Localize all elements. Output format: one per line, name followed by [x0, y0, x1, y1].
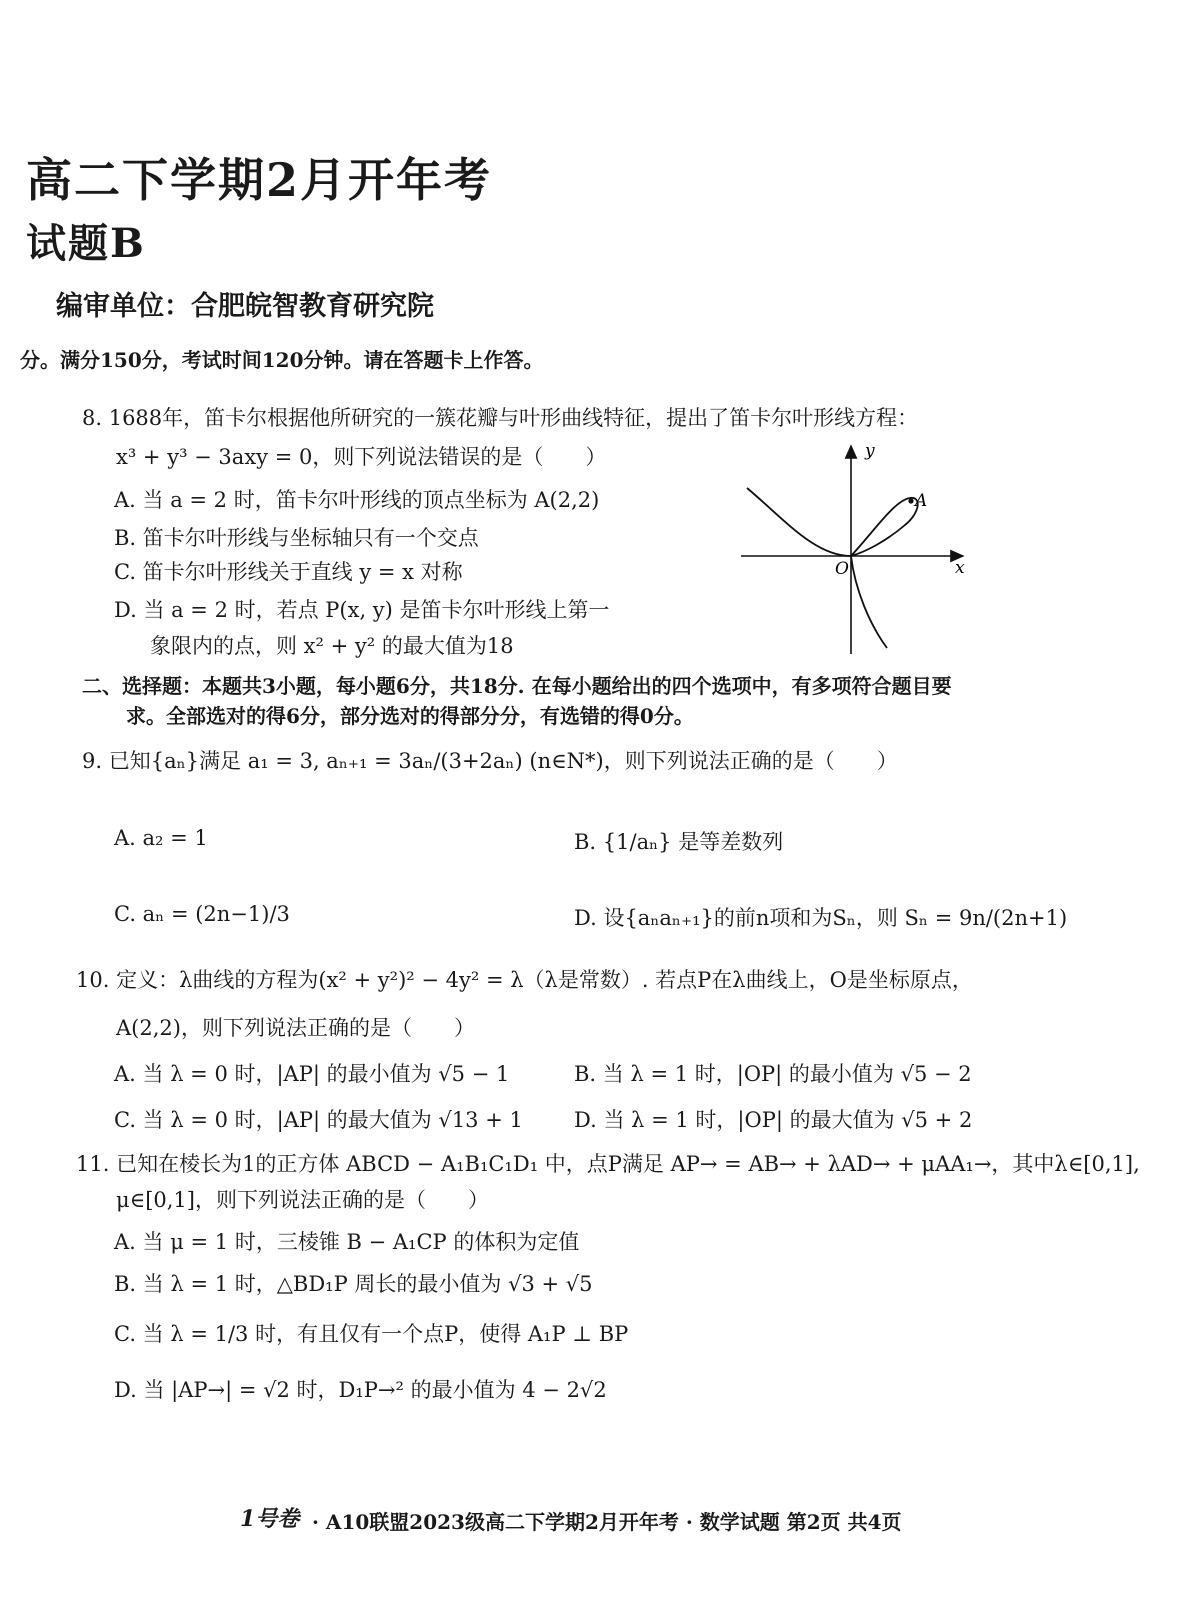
- q11-option-c: C. 当 λ = 1/3 时，有且仅有一个点P，使得 A₁P ⊥ BP: [114, 1322, 629, 1346]
- q11-stem-line1: 11. 已知在棱长为1的正方体 ABCD − A₁B₁C₁D₁ 中，点P满足 AP→ = AB→ + λAD→ + μAA₁→，其中λ∈[0,1],: [76, 1152, 1140, 1176]
- q9-option-a: A. a₂ = 1: [114, 826, 208, 850]
- folium-figure: [735, 440, 970, 658]
- q8-option-b: B. 笛卡尔叶形线与坐标轴只有一个交点: [114, 526, 479, 550]
- x-axis-label: x: [955, 558, 965, 578]
- q8-option-d-cont: 象限内的点，则 x² + y² 的最大值为18: [150, 634, 514, 658]
- editor-unit: 编审单位：合肥皖智教育研究院: [56, 291, 434, 322]
- folium-curve: [747, 488, 918, 648]
- q9-option-b: B. {1/aₙ} 是等差数列: [574, 830, 784, 854]
- page-title: 高二下学期2月开年考: [26, 153, 493, 207]
- q11-option-d: D. 当 |AP→| = √2 时，D₁P→² 的最小值为 4 − 2√2: [114, 1378, 607, 1402]
- footer-logo: 1号卷: [240, 1506, 300, 1532]
- q8-stem-line1: 8. 1688年，笛卡尔根据他所研究的一簇花瓣与叶形曲线特征，提出了笛卡尔叶形线方程：: [82, 406, 919, 430]
- q8-option-a: A. 当 a = 2 时，笛卡尔叶形线的顶点坐标为 A(2,2): [114, 488, 600, 512]
- point-a: [908, 498, 913, 503]
- q8-option-d: D. 当 a = 2 时，若点 P(x, y) 是笛卡尔叶形线上第一: [114, 598, 610, 622]
- q9-option-c: C. aₙ = (2n−1)/3: [114, 902, 290, 926]
- point-a-label: A: [915, 491, 928, 511]
- q10-option-b: B. 当 λ = 1 时，|OP| 的最小值为 √5 − 2: [574, 1062, 972, 1086]
- exam-note: 分。满分150分，考试时间120分钟。请在答题卡上作答。: [20, 348, 544, 372]
- q10-option-c: C. 当 λ = 0 时，|AP| 的最大值为 √13 + 1: [114, 1108, 523, 1132]
- q11-option-a: A. 当 μ = 1 时，三棱锥 B − A₁CP 的体积为定值: [114, 1230, 580, 1254]
- q10-stem-line1: 10. 定义：λ曲线的方程为(x² + y²)² − 4y² = λ（λ是常数）. 若点P在λ曲线上，O是坐标原点，: [76, 968, 973, 992]
- q8-option-c: C. 笛卡尔叶形线关于直线 y = x 对称: [114, 560, 463, 584]
- section2-line1: 二、选择题：本题共3小题，每小题6分，共18分. 在每小题给出的四个选项中，有多项符合题目要: [82, 674, 952, 698]
- q11-stem-line2: μ∈[0,1]，则下列说法正确的是（ ）: [116, 1188, 489, 1212]
- footer-text: · A10联盟2023级高二下学期2月开年考 · 数学试题 第2页 共4页: [312, 1510, 902, 1534]
- q10-option-d: D. 当 λ = 1 时，|OP| 的最大值为 √5 + 2: [574, 1108, 973, 1132]
- section2-line2: 求。全部选对的得6分，部分选对的得部分分，有选错的得0分。: [126, 704, 694, 728]
- page-subtitle: 试题B: [26, 220, 146, 267]
- y-axis-label: y: [865, 441, 875, 461]
- q9-stem: 9. 已知{aₙ}满足 a₁ = 3, aₙ₊₁ = 3aₙ/(3+2aₙ) (n∈N*)，则下列说法正确的是（ ）: [82, 749, 898, 773]
- q8-stem-line2: x³ + y³ − 3axy = 0，则下列说法错误的是（ ）: [116, 445, 607, 469]
- origin-label: O: [835, 559, 849, 579]
- q10-stem-line2: A(2,2)，则下列说法正确的是（ ）: [116, 1016, 475, 1040]
- q11-option-b: B. 当 λ = 1 时，△BD₁P 周长的最小值为 √3 + √5: [114, 1272, 593, 1296]
- q9-option-d: D. 设{aₙaₙ₊₁}的前n项和为Sₙ，则 Sₙ = 9n/(2n+1): [574, 906, 1068, 930]
- q10-option-a: A. 当 λ = 0 时，|AP| 的最小值为 √5 − 1: [114, 1062, 510, 1086]
